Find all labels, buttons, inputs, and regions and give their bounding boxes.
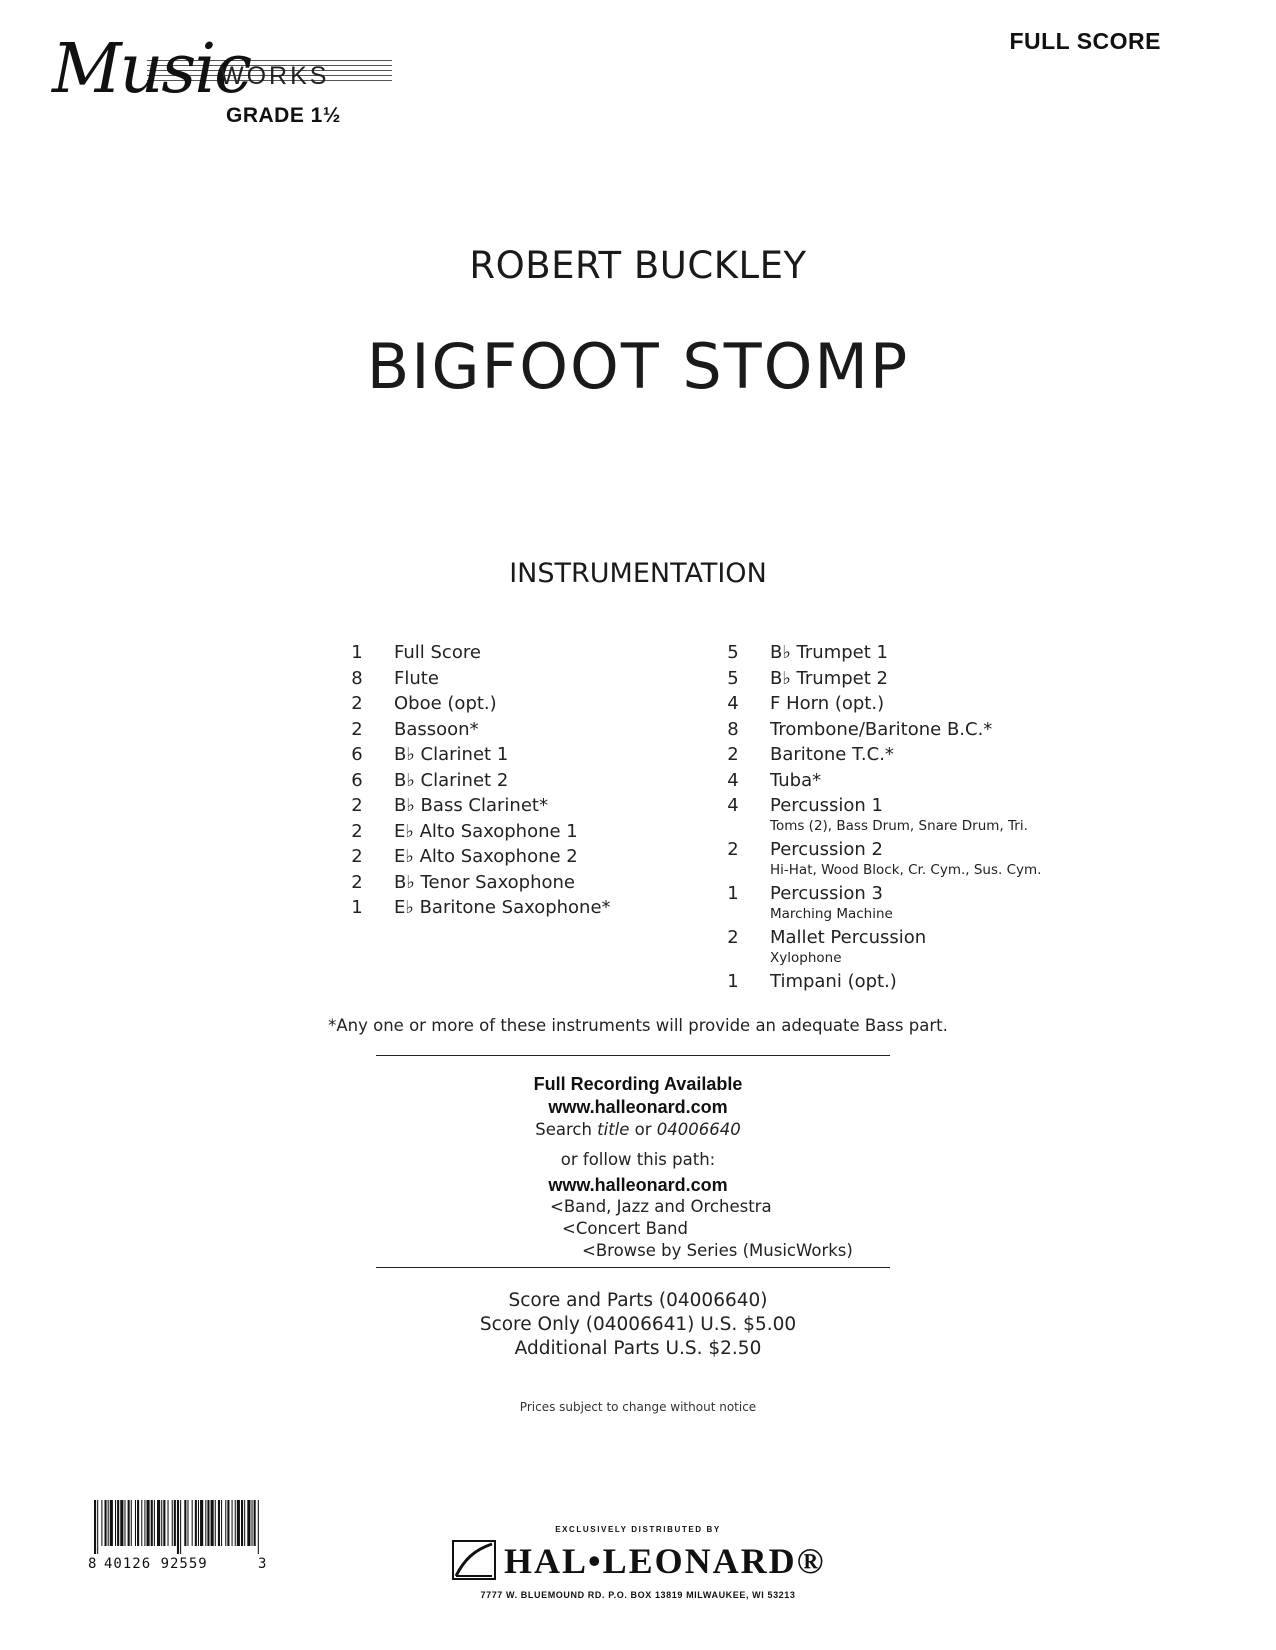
- barcode-bar: [131, 1500, 132, 1546]
- instrument-name: Flute: [394, 667, 439, 689]
- instrument-name: E♭ Baritone Saxophone*: [394, 897, 611, 918]
- barcode-bar: [154, 1500, 155, 1546]
- barcode-bar: [200, 1500, 203, 1546]
- barcode-bar: [128, 1500, 130, 1546]
- instrument-name: E♭ Alto Saxophone 1: [394, 820, 578, 842]
- barcode-bar: [187, 1500, 188, 1546]
- instrument-quantity: 2: [351, 795, 363, 816]
- barcode-bar: [117, 1500, 119, 1546]
- publisher-address: 7777 W. BLUEMOUND RD. P.O. BOX 13819 MILWAUKEE, WI 53213: [480, 1590, 796, 1600]
- recording-heading: Full Recording Available: [533, 1074, 743, 1094]
- instrument-name: Bassoon*: [394, 718, 479, 740]
- instrument-quantity: 4: [727, 693, 739, 714]
- bass-part-footnote: *Any one or more of these instruments will provide an adequate Bass part.: [328, 1016, 948, 1035]
- recording-search-line: [0, 1120, 1276, 1139]
- instrument-name: Tuba*: [770, 769, 822, 791]
- logo-script-text: Music: [52, 30, 251, 109]
- instrument-name: Full Score: [394, 642, 481, 663]
- barcode-bar: [247, 1500, 250, 1546]
- barcode-bar: [147, 1500, 150, 1546]
- instrument-quantity: 1: [351, 897, 363, 918]
- instrument-quantity: 2: [727, 744, 739, 765]
- composer-name: ROBERT BUCKLEY: [469, 244, 807, 287]
- barcode-bar: [225, 1500, 226, 1546]
- search-prefix: Search: [535, 1120, 598, 1139]
- path-step-3: <Browse by Series (MusicWorks): [582, 1241, 853, 1260]
- barcode-bar: [207, 1500, 209, 1546]
- barcode-bar: [192, 1500, 193, 1546]
- barcode-bar: [161, 1500, 162, 1546]
- instrument-name: Mallet Percussion: [770, 927, 927, 948]
- instrument-name: Oboe (opt.): [394, 693, 497, 714]
- price-score-and-parts: Score and Parts (04006640): [508, 1290, 768, 1311]
- instrument-detail: Hi-Hat, Wood Block, Cr. Cym., Sus. Cym.: [770, 862, 1042, 878]
- search-title-word: title: [597, 1120, 630, 1139]
- hal-leonard-logo: [452, 1538, 832, 1582]
- divider-bottom: [376, 1267, 890, 1268]
- edition-label: FULL SCORE: [1009, 28, 1161, 54]
- instrument-name: B♭ Trumpet 1: [770, 642, 888, 663]
- barcode-bar: [151, 1500, 153, 1546]
- price-score-only: Score Only (04006641) U.S. $5.00: [479, 1314, 797, 1335]
- barcode-bar: [168, 1500, 169, 1546]
- barcode-bar: [227, 1500, 229, 1546]
- instrument-name: E♭ Alto Saxophone 2: [394, 846, 578, 867]
- instrument-quantity: 6: [351, 769, 363, 791]
- barcode-bar: [101, 1500, 102, 1546]
- instrument-name: Trombone/Baritone B.C.*: [770, 718, 993, 740]
- instrument-detail: Toms (2), Bass Drum, Snare Drum, Tri.: [770, 818, 1028, 834]
- instrument-name: B♭ Clarinet 2: [394, 769, 509, 791]
- barcode-bar: [235, 1500, 236, 1546]
- instrument-name: F Horn (opt.): [770, 693, 885, 714]
- barcode-last-digit: 3: [258, 1556, 267, 1572]
- instrument-quantity: 2: [351, 718, 363, 740]
- barcode-bar: [144, 1500, 145, 1546]
- barcode-bar: [221, 1500, 222, 1546]
- instrument-quantity: 1: [727, 971, 739, 992]
- price-notice: Prices subject to change without notice: [519, 1400, 757, 1414]
- grade-label: GRADE 1½: [226, 104, 341, 127]
- barcode-bar: [241, 1500, 243, 1546]
- barcode-bar: [205, 1500, 206, 1546]
- search-code: 04006640: [656, 1120, 741, 1139]
- instrument-quantity: 2: [351, 871, 363, 893]
- barcode-bar: [198, 1500, 199, 1546]
- follow-path-label: or follow this path:: [560, 1150, 716, 1169]
- instrument-name: B♭ Trumpet 2: [770, 667, 888, 689]
- barcode-bar: [184, 1500, 186, 1546]
- logo-works-text: WORKS: [220, 62, 330, 90]
- hal-leonard-mark-icon: [452, 1540, 496, 1580]
- distributed-by-label: EXCLUSIVELY DISTRIBUTED BY: [555, 1525, 721, 1534]
- instrument-name: Baritone T.C.*: [770, 744, 894, 765]
- instrument-quantity: 2: [351, 820, 363, 842]
- barcode-bar: [105, 1500, 107, 1546]
- barcode-bar: [211, 1500, 214, 1546]
- instrument-quantity: 5: [727, 642, 739, 663]
- instrument-name: Timpani (opt.): [770, 971, 897, 992]
- instrument-quantity: 5: [727, 667, 739, 689]
- instrument-name: Percussion 3: [770, 883, 883, 904]
- barcode-bar: [252, 1500, 253, 1546]
- instrument-name: B♭ Bass Clarinet*: [394, 795, 548, 816]
- path-step-1: <Band, Jazz and Orchestra: [550, 1197, 772, 1216]
- path-url[interactable]: www.halleonard.com: [548, 1175, 728, 1195]
- divider-top: [376, 1055, 890, 1056]
- barcode-bar: [215, 1500, 216, 1546]
- instrument-quantity: 4: [727, 795, 739, 816]
- barcode-bar: [124, 1500, 125, 1546]
- piece-title: BIGFOOT STOMP: [366, 330, 910, 403]
- barcode-bar: [108, 1500, 109, 1546]
- recording-url[interactable]: www.halleonard.com: [548, 1097, 728, 1117]
- price-additional-parts: Additional Parts U.S. $2.50: [514, 1338, 762, 1359]
- instrument-quantity: 2: [351, 693, 363, 714]
- barcode-first-digit: 8: [88, 1556, 97, 1572]
- instrument-quantity: 8: [727, 718, 739, 740]
- search-or: or: [629, 1120, 657, 1139]
- barcode-bar: [174, 1500, 176, 1546]
- barcode-bar: [237, 1500, 240, 1546]
- barcode-bar: [254, 1500, 256, 1546]
- instrument-detail: Marching Machine: [770, 906, 893, 922]
- barcode-bar: [163, 1500, 165, 1546]
- barcode-bar: [115, 1500, 116, 1546]
- instrument-quantity: 1: [727, 883, 739, 904]
- publisher-name: HAL•LEONARD®: [504, 1541, 826, 1581]
- barcode-bar: [120, 1500, 123, 1546]
- instrument-quantity: 4: [727, 769, 739, 791]
- instrument-quantity: 8: [351, 667, 363, 689]
- barcode-bar: [244, 1500, 245, 1546]
- instrument-quantity: 2: [727, 839, 739, 860]
- barcode-bar: [137, 1500, 139, 1546]
- instrument-quantity: 6: [351, 744, 363, 765]
- barcode-bar: [157, 1500, 160, 1546]
- instrument-quantity: 1: [351, 642, 363, 663]
- instrument-quantity: 2: [727, 927, 739, 948]
- barcode-bar: [141, 1500, 142, 1546]
- instrument-detail: Xylophone: [770, 950, 842, 966]
- barcode-bar: [232, 1500, 233, 1546]
- barcode-middle-digits: 40126 92559: [104, 1556, 208, 1572]
- instrument-quantity: 2: [351, 846, 363, 867]
- barcode-bar: [218, 1500, 220, 1546]
- instrument-name: Percussion 1: [770, 795, 883, 816]
- instrument-name: Percussion 2: [770, 839, 883, 860]
- barcode-bar: [195, 1500, 197, 1546]
- instrumentation-heading: INSTRUMENTATION: [509, 558, 767, 589]
- barcode-bar: [172, 1500, 173, 1546]
- barcode-bar: [110, 1500, 113, 1546]
- barcode-bar: [135, 1500, 136, 1546]
- instrument-name: B♭ Clarinet 1: [394, 744, 509, 765]
- path-step-2: <Concert Band: [562, 1219, 688, 1238]
- instrument-name: B♭ Tenor Saxophone: [394, 871, 576, 893]
